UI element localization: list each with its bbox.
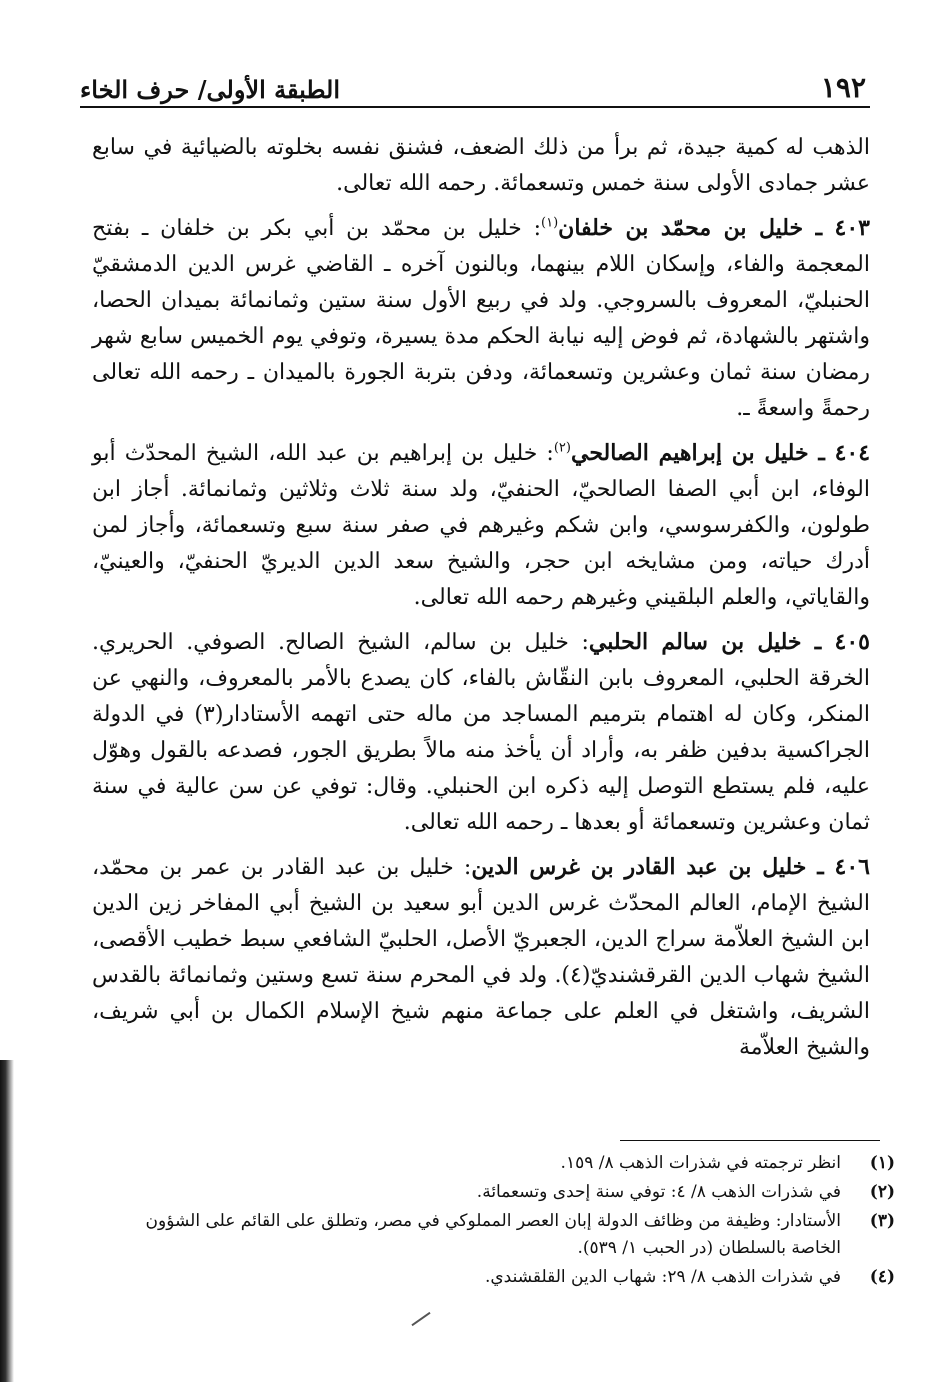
footnote-text: في شذرات الذهب ٨/ ٢٩: شهاب الدين القلقشندي. xyxy=(484,1267,841,1287)
footnote-item xyxy=(95,1208,895,1262)
continuation-paragraph: الذهب له كمية جيدة، ثم برأ من ذلك الضعف، فشنق نفسه بخلوته بالضيائية في سابع عشر جمادى الأولى سنة خمس وتسعمائة. رحمه الله تعالى. xyxy=(92,135,870,196)
footnote-number: (٣) xyxy=(869,1211,895,1231)
entry-text: : خليل بن سالم، الشيخ الصالح. الصوفي. الحريري. الخرقة الحلبي، المعروف بابن النقّاش بالفاء، كان يصدع بالأمر بالمعروف، والنهي عن المنكر، وكان له اهتمام بترميم المساجد من ماله حتى اتهمه الأستادار(٣) في الدولة الجراكسية بدفين ظفر به، وأراد أن يأخذ منه مالاً بطريق الجور، فصدعه بالقول وهوّل عليه، فلم يستطع التوصل إليه ذكره ابن الحنبلي. وقال: توفي عن سن عالية في سنة ثمان وعشرين وتسعمائة أو بعدها ـ رحمه الله تعالى. xyxy=(92,630,870,835)
page-header xyxy=(80,64,866,104)
entry-heading: ٤٠٥ ـ خليل بن سالم الحلبي xyxy=(588,629,870,655)
footnote-item xyxy=(95,1264,895,1291)
footnote-text: انظر ترجمته في شذرات الذهب ٨/ ١٥٩. xyxy=(560,1153,841,1173)
stray-pen-mark xyxy=(411,1312,430,1326)
footnote-rule xyxy=(620,1140,880,1141)
header-rule xyxy=(80,106,870,108)
footnote-item xyxy=(95,1179,895,1206)
footnote-text: الأستادار: وظيفة من وظائف الدولة إبان العصر المملوكي في مصر، وتطلق على القائم على الشؤون الخاصة بالسلطان (در الحبب ١/ ٥٣٩). xyxy=(145,1211,841,1258)
footnotes xyxy=(95,1150,895,1293)
page-number: ١٩٢ xyxy=(820,71,866,104)
footnote-ref: (١) xyxy=(541,215,559,231)
entry-405 xyxy=(92,624,870,841)
entry-406 xyxy=(92,849,870,1066)
footnote-ref: (٢) xyxy=(553,440,571,456)
running-title: الطبقة الأولى/ حرف الخاء xyxy=(80,75,341,104)
entry-heading: ٤٠٤ ـ خليل بن إبراهيم الصالحي xyxy=(570,440,871,466)
entry-404 xyxy=(92,435,870,616)
footnote-item xyxy=(95,1150,895,1177)
entry-heading: ٤٠٣ ـ خليل بن محمّد بن خلفان xyxy=(558,215,870,241)
footnote-number: (٤) xyxy=(869,1267,895,1287)
entry-text: : خليل بن عبد القادر بن عمر بن محمّد، الشيخ الإمام، العالم المحدّث غرس الدين أبو سعيد بن الشيخ أبي المفاخر زين الدين ابن الشيخ العلاّمة سراج الدين، الجعبريّ الأصل، الحلبيّ الشافعي سبط خطيب الأقصى، الشيخ شهاب الدين القرقشنديّ(٤). ولد في المحرم سنة تسع وستين وثمانمائة بالقدس الشريف، واشتغل في العلم على جماعة منهم شيخ الإسلام الكمال بن أبي شريف، والشيخ العلاّمة xyxy=(92,855,870,1060)
main-text xyxy=(92,130,870,1074)
footnote-text: في شذرات الذهب ٨/ ٤: توفي سنة إحدى وتسعمائة. xyxy=(476,1182,841,1202)
footnote-number: (١) xyxy=(869,1153,895,1173)
entry-text: : خليل بن إبراهيم بن عبد الله، الشيخ المحدّث أبو الوفاء، ابن أبي الصفا الصالحيّ، الحنفيّ، ولد سنة ثلاث وثلاثين وثمانمائة. أجاز ابن طولون، والكفرسوسي، وابن شكم وغيرهم في صفر سنة سبع وتسعمائة، وأجاز لمن أدرك حياته، ومن مشايخه ابن حجر، والشيخ سعد الدين الديريّ الحنفيّ، والعينيّ، والقاياتي، والعلم البلقيني وغيرهم رحمه الله تعالى. xyxy=(92,441,870,610)
entry-heading: ٤٠٦ ـ خليل بن عبد القادر بن غرس الدين xyxy=(471,854,870,880)
entry-403 xyxy=(92,210,870,427)
entry-text: : خليل بن محمّد بن أبي بكر بن خلفان ـ بفتح المعجمة والفاء، وإسكان اللام بينهما، وبالنون آخره ـ القاضي غرس الدين الدمشقيّ الحنبليّ، المعروف بالسروجي. ولد في ربيع الأول سنة ستين وثمانمائة بميدان الحصا، واشتهر بالشهادة، ثم فوض إليه نيابة الحكم مدة يسيرة، وتوفي يوم الخميس سابع شهر رمضان سنة ثمان وعشرين وتسعمائة، ودفن بتربة الجورة بالميدان ـ رحمه الله تعالى رحمةً واسعةً ـ. xyxy=(92,216,870,421)
footnote-number: (٢) xyxy=(869,1182,895,1202)
